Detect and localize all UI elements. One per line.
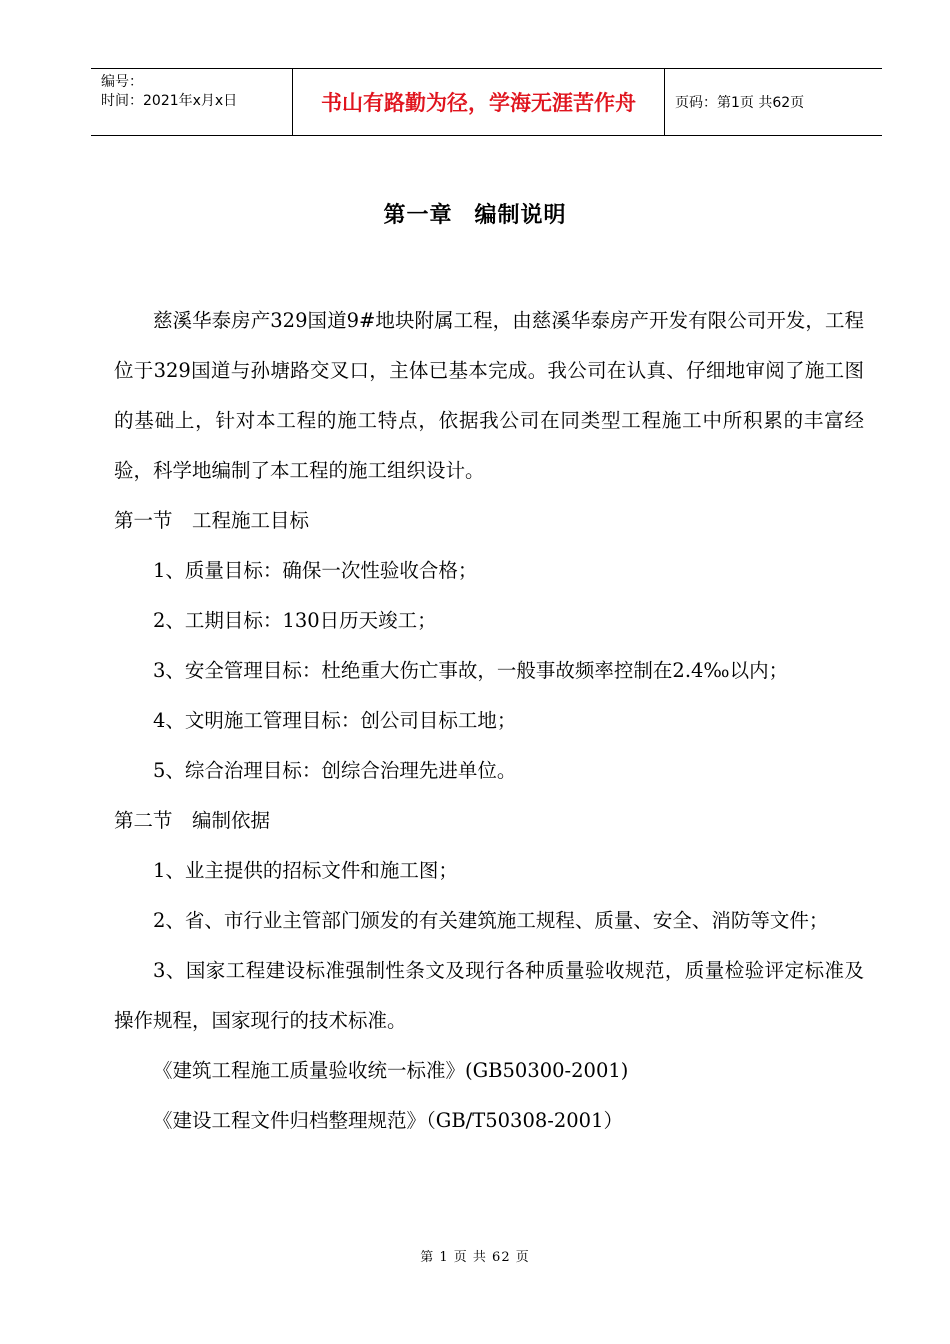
list-item: 1、业主提供的招标文件和施工图； <box>153 859 458 882</box>
standard-reference: 《建筑工程施工质量验收统一标准》(GB50300-2001) <box>153 1059 629 1082</box>
list-item: 2、省、市行业主管部门颁发的有关建筑施工规程、质量、安全、消防等文件； <box>153 909 829 932</box>
list-item: 5、综合治理目标：创综合治理先进单位。 <box>153 759 517 782</box>
time-label: 时间：2021年x月x日 <box>101 93 238 109</box>
header-meta <box>91 69 293 135</box>
document-body <box>114 296 864 1146</box>
page-footer: 第 1 页 共 62 页 <box>420 1250 530 1265</box>
chapter-number: 第一章 <box>383 203 453 228</box>
list-item: 1、质量目标：确保一次性验收合格； <box>153 559 478 582</box>
chapter-name: 编制说明 <box>474 203 567 228</box>
chapter-title <box>0 198 950 229</box>
intro-paragraph: 慈溪华泰房产329国道9#地块附属工程，由慈溪华泰房产开发有限公司开发，工程位于329国道与孙塘路交叉口，主体已基本完成。我公司在认真、仔细地审阅了施工图的基础上，针对本工程的施工特点，依据我公司在同类型工程施工中所积累的丰富经验，科学地编制了本工程的施工组织设计。 <box>114 309 864 482</box>
standard-reference: 《建设工程文件归档整理规范》（GB/T50308-2001） <box>153 1109 623 1132</box>
header-page-info: 页码：第1页 共62页 <box>675 95 805 111</box>
section-heading: 第一节 工程施工目标 <box>114 509 310 532</box>
section-heading: 第二节 编制依据 <box>114 809 271 832</box>
list-item: 4、文明施工管理目标：创公司目标工地； <box>153 709 517 732</box>
list-item: 3、安全管理目标：杜绝重大伤亡事故，一般事故频率控制在2.4‰以内； <box>153 659 789 682</box>
list-item: 2、工期目标：130日历天竣工； <box>153 609 437 632</box>
header-motto: 书山有路勤为径，学海无涯苦作舟 <box>293 69 665 135</box>
code-label: 编号： <box>101 74 143 90</box>
page-header <box>91 68 882 136</box>
list-item: 3、国家工程建设标准强制性条文及现行各种质量验收规范，质量检验评定标准及操作规程，国家现行的技术标准。 <box>114 959 864 1032</box>
